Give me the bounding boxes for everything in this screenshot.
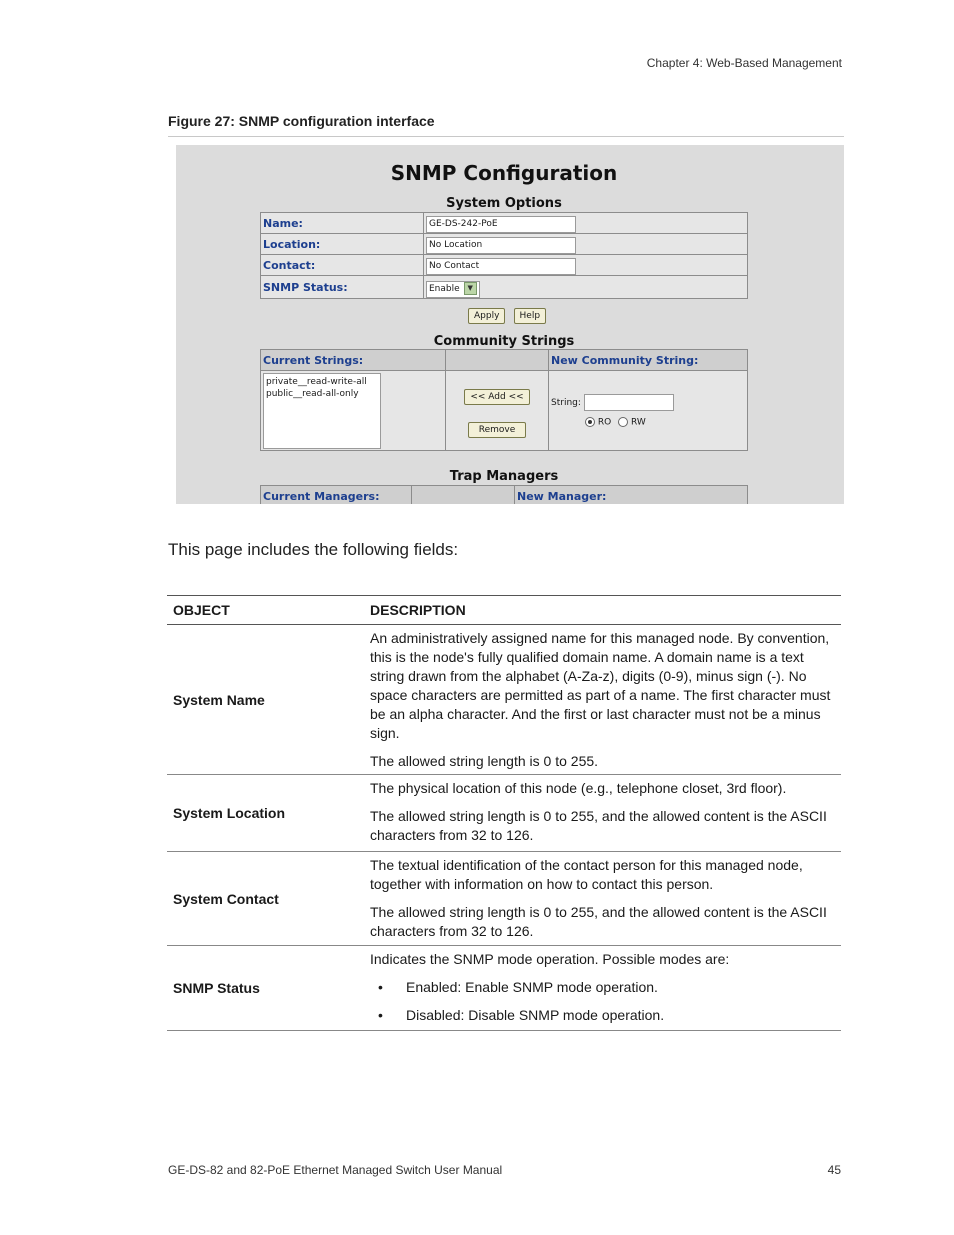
list-item[interactable]: public__read-all-only (266, 389, 359, 399)
object-cell: System Contact (173, 890, 279, 907)
new-manager-header: New Manager: (515, 486, 748, 505)
name-label: Name: (261, 213, 424, 234)
trap-managers-table (260, 485, 748, 504)
rw-radio[interactable] (618, 417, 628, 427)
contact-input[interactable]: No Contact (426, 258, 576, 275)
description-cell (364, 852, 841, 945)
trap-blank-header (412, 486, 515, 505)
location-input[interactable]: No Location (426, 237, 576, 254)
description-paragraph: The allowed string length is 0 to 255. (370, 753, 599, 769)
community-blank-header (446, 350, 549, 371)
bullet-text: Enabled: Enable SNMP mode operation. (406, 979, 658, 995)
bullet-icon: • (378, 1007, 383, 1023)
snmp-status-row (261, 276, 748, 299)
rw-label: RW (630, 417, 646, 428)
community-strings-heading: Community Strings (433, 334, 575, 349)
description-paragraph: The allowed string length is 0 to 255, and the allowed content is the ASCII characters from 32 to 126. (370, 904, 827, 939)
name-row (261, 213, 748, 234)
snmp-config-screenshot (176, 145, 844, 504)
ro-label: RO (597, 417, 612, 428)
snmp-status-label: SNMP Status: (261, 276, 424, 299)
description-cell (364, 775, 841, 851)
figure-caption: Figure 27: SNMP configuration interface (168, 113, 435, 129)
table-row (167, 852, 841, 946)
add-community-button[interactable]: << Add << (464, 389, 529, 405)
contact-label: Contact: (261, 255, 424, 276)
current-strings-header: Current Strings: (261, 350, 446, 371)
new-community-string-header: New Community String: (549, 350, 748, 371)
footer-manual-title: GE-DS-82 and 82-PoE Ethernet Managed Switch User Manual (168, 1163, 503, 1177)
object-cell: System Location (173, 805, 286, 821)
help-button[interactable]: Help (514, 308, 547, 324)
name-input[interactable]: GE-DS-242-PoE (426, 216, 576, 233)
chapter-header: Chapter 4: Web-Based Management (646, 56, 842, 70)
description-cell (364, 946, 841, 1030)
intro-text: This page includes the following fields: (168, 540, 459, 559)
bullet-icon: • (378, 979, 383, 995)
description-paragraph: The allowed string length is 0 to 255, and the allowed content is the ASCII characters from 32 to 126. (370, 808, 827, 843)
chevron-down-icon: ▼ (464, 282, 477, 295)
location-label: Location: (261, 234, 424, 255)
caption-divider (168, 136, 844, 137)
table-row (167, 946, 841, 1031)
remove-community-button[interactable]: Remove (468, 422, 527, 438)
bullet-item (370, 1006, 835, 1025)
bullet-item (370, 978, 835, 997)
bullet-text: Disabled: Disable SNMP mode operation. (406, 1007, 665, 1023)
description-column-header: DESCRIPTION (370, 602, 466, 618)
description-paragraph: Indicates the SNMP mode operation. Possible modes are: (370, 951, 730, 967)
table-row (167, 775, 841, 852)
current-strings-list[interactable] (263, 373, 381, 449)
current-managers-header: Current Managers: (261, 486, 412, 505)
system-options-table (260, 212, 748, 299)
string-label: String: (551, 397, 581, 408)
list-item[interactable]: private__read-write-all (266, 377, 367, 387)
object-cell: System Name (173, 691, 265, 708)
snmp-status-select[interactable] (426, 281, 480, 298)
description-paragraph: The physical location of this node (e.g., telephone closet, 3rd floor). (370, 780, 787, 796)
fields-table (167, 595, 841, 1031)
description-paragraph: An administratively assigned name for this managed node. By convention, this is the node's fully qualified domain name. A domain name is a text string drawn from the alphabet (A-Za-z), digits (0-9), minus sign (-). No space characters are permitted as part of a name. The first character must be an alpha character. And the first or last character must not be a minus sign. (370, 630, 831, 741)
object-column-header: OBJECT (173, 602, 230, 618)
table-header-row (167, 595, 841, 625)
page-number: 45 (827, 1163, 841, 1177)
community-strings-table (260, 349, 748, 451)
object-cell: SNMP Status (173, 980, 260, 996)
ro-radio[interactable] (585, 417, 595, 427)
snmp-status-value: Enable (429, 284, 460, 294)
description-cell (364, 625, 841, 774)
contact-row (261, 255, 748, 276)
trap-managers-heading: Trap Managers (449, 469, 559, 484)
description-paragraph: The textual identification of the contact person for this managed node, together with information on how to contact this person. (370, 857, 803, 892)
table-row (167, 625, 841, 775)
community-string-input[interactable] (584, 394, 674, 411)
snmp-config-title: SNMP Configuration (390, 161, 618, 185)
apply-button[interactable]: Apply (468, 308, 505, 324)
location-row (261, 234, 748, 255)
system-options-heading: System Options (446, 196, 562, 211)
